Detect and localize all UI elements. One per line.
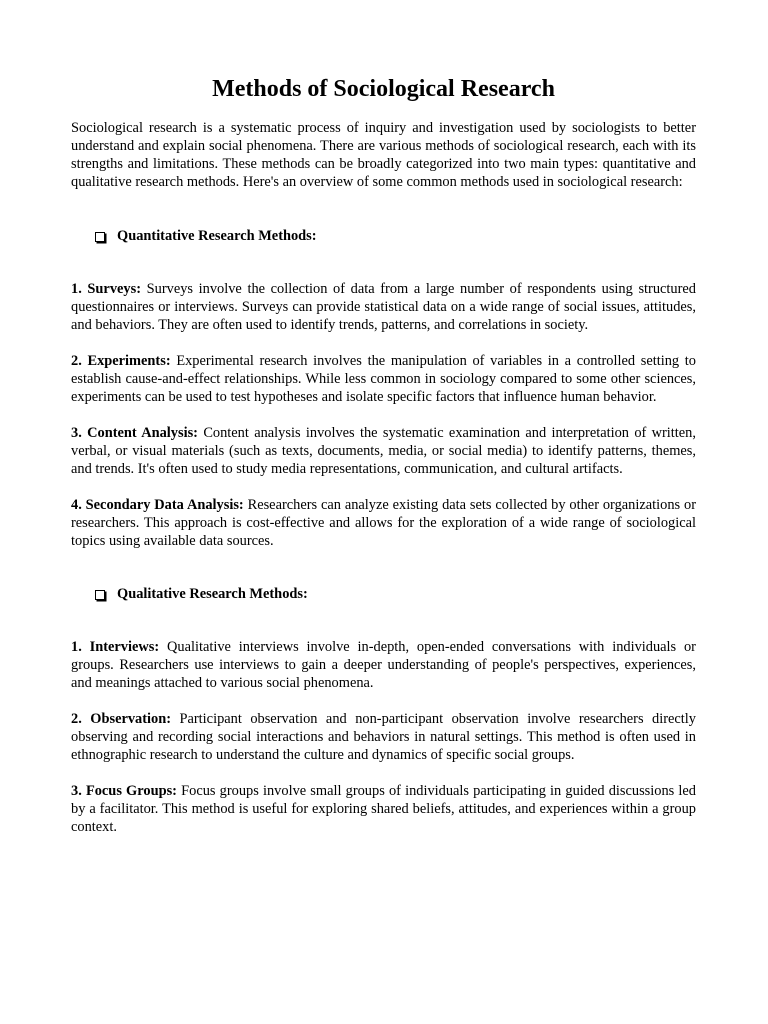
intro-paragraph: Sociological research is a systematic process of inquiry and investigation used by sociologists to better understand and explain social phenomena. There are various methods of sociological research, each with its strengths and limitations. These methods can be broadly categorized into two main types: quantitative and qualitative research methods. Here's an overview of some common methods used in sociological research: [71,120,696,190]
method-item-content-analysis [71,424,696,478]
method-item-interviews [71,638,696,692]
section-heading-quantitative [71,227,696,245]
document-page [71,0,696,836]
method-item-surveys [71,280,696,334]
method-term: 1. Interviews: [71,639,160,655]
method-item-focus-groups [71,782,696,836]
method-term: 2. Experiments: [71,353,171,369]
section-heading-label: Qualitative Research Methods: [117,586,308,602]
method-term: 4. Secondary Data Analysis: [71,497,244,513]
method-text: Experimental research involves the manipulation of variables in a controlled setting to establish cause-and-effect relationships. While less common in sociology compared to some other sciences, experiments can be used to test hypotheses and isolate specific factors that influence human behavior. [71,353,696,405]
method-term: 1. Surveys: [71,281,141,297]
method-item-secondary-data-analysis [71,496,696,550]
method-item-observation [71,710,696,764]
method-term: 3. Focus Groups: [71,783,177,799]
method-text: Qualitative interviews involve in-depth, open-ended conversations with individuals or groups. Researchers use interviews to gain a deeper understanding of people's perspectives, experiences, and meanings attached to various social phenomena. [71,639,696,691]
method-term: 2. Observation: [71,711,172,727]
method-text: Surveys involve the collection of data from a large number of respondents using structured questionnaires or interviews. Surveys can provide statistical data on a wide range of social issues, attitudes, and behaviors. They are often used to identify trends, patterns, and correlations in society. [71,281,696,333]
page-title: Methods of Sociological Research [212,76,555,102]
section-heading-qualitative [71,585,696,603]
section-heading-label: Quantitative Research Methods: [117,228,317,244]
method-text: Content analysis involves the systematic examination and interpretation of written, verbal, or visual materials (such as texts, documents, media, or social media) to identify patterns, themes, and trends. It's often used to study media representations, communication, and cultural artifacts. [71,425,696,477]
checkbox-bullet-icon [95,590,105,600]
method-text: Participant observation and non-participant observation involve researchers directly observing and recording social interactions and behaviors in natural settings. This method is often used in ethnographic research to understand the culture and dynamics of specific social groups. [71,711,696,763]
checkbox-bullet-icon [95,232,105,242]
method-item-experiments [71,352,696,406]
method-text: Focus groups involve small groups of individuals participating in guided discussions led by a facilitator. This method is useful for exploring shared beliefs, attitudes, and experiences within a group context. [71,783,696,835]
method-text: Researchers can analyze existing data sets collected by other organizations or researchers. This approach is cost-effective and allows for the exploration of a wide range of sociological topics using available data sources. [71,497,696,549]
method-term: 3. Content Analysis: [71,425,198,441]
